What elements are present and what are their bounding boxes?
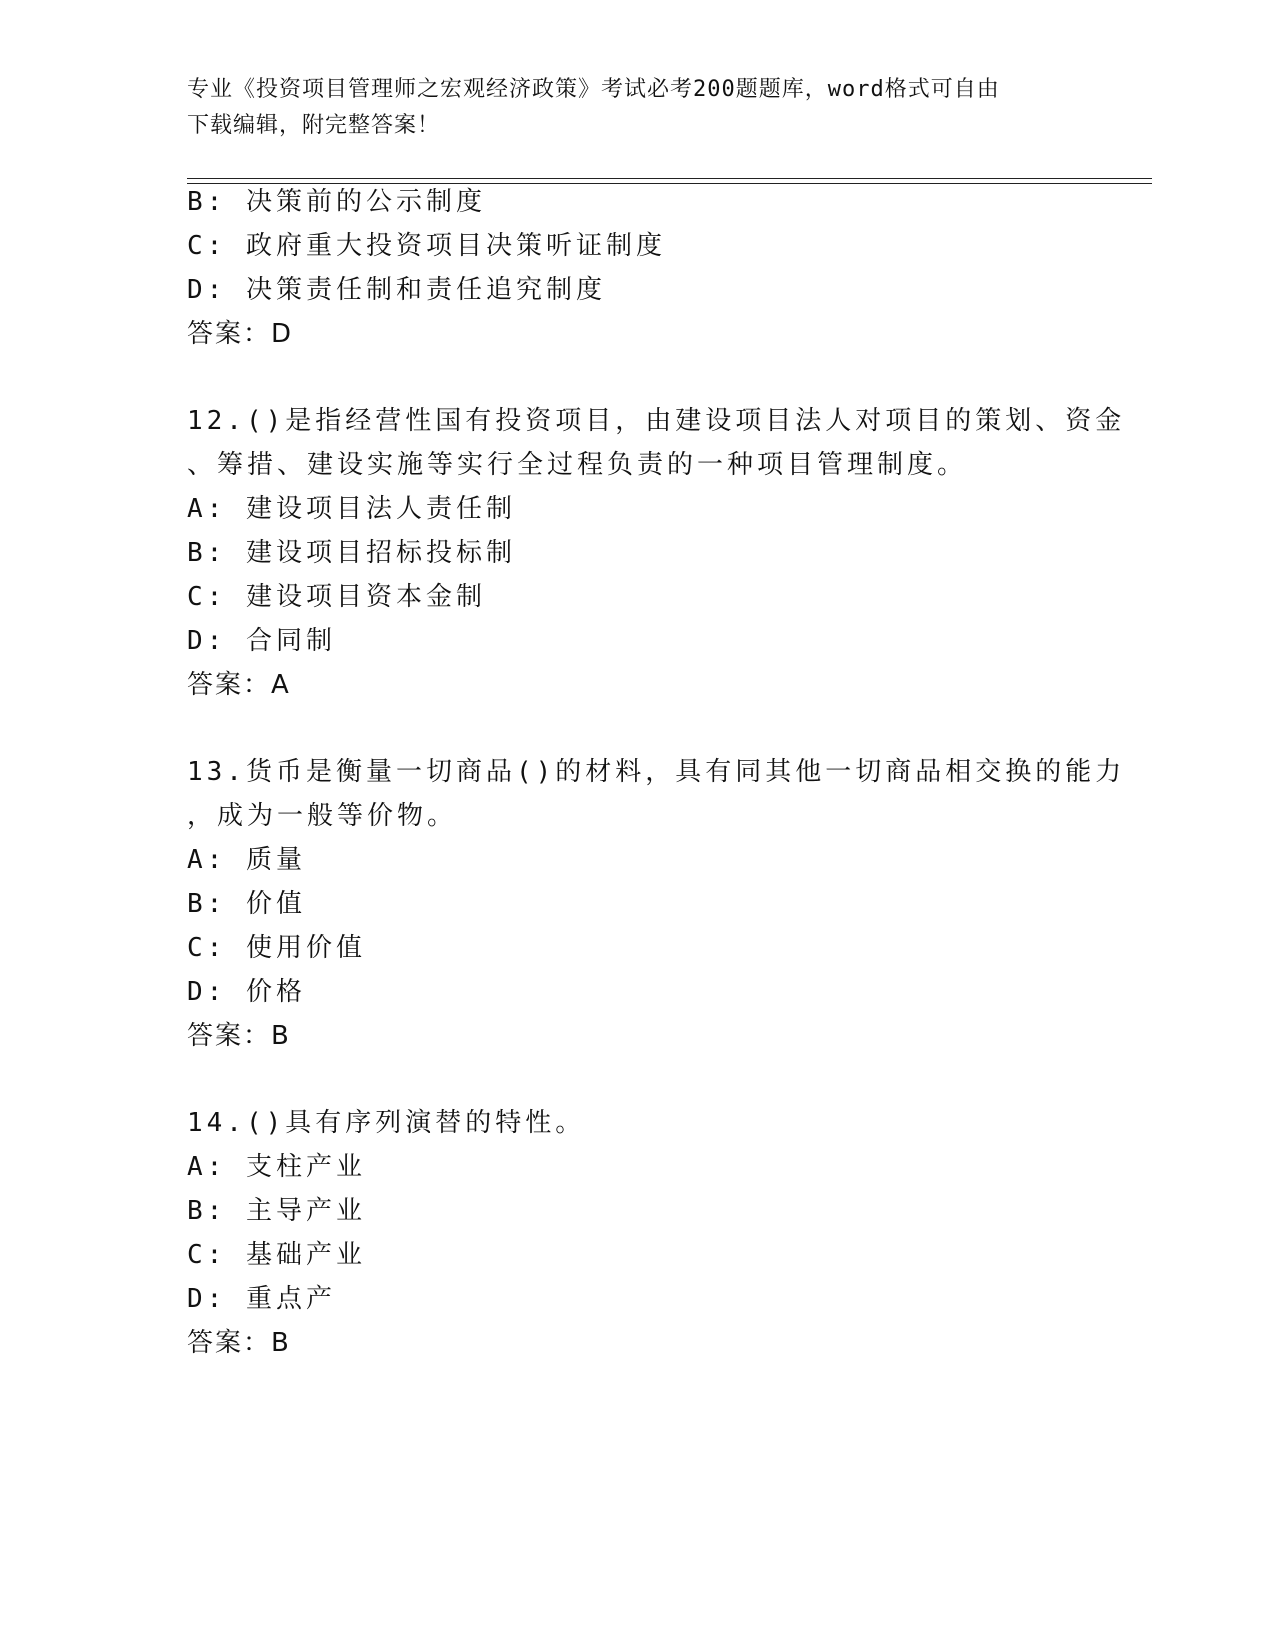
question-14-stem-line-1: 14.()具有序列演替的特性。 bbox=[187, 1108, 586, 1138]
question-14-answer: 答案：B bbox=[187, 1328, 291, 1358]
option-c: C: 政府重大投资项目决策听证制度 bbox=[187, 231, 666, 261]
question-13-option-a: A: 质量 bbox=[187, 845, 306, 875]
question-12-answer: 答案：A bbox=[187, 670, 291, 700]
question-12-option-a: A: 建设项目法人责任制 bbox=[187, 494, 516, 524]
question-12-option-d: D: 合同制 bbox=[187, 626, 336, 656]
question-13-option-d: D: 价格 bbox=[187, 977, 306, 1007]
option-b: B: 决策前的公示制度 bbox=[187, 187, 486, 217]
question-13-answer: 答案：B bbox=[187, 1021, 291, 1051]
question-14-option-b: B: 主导产业 bbox=[187, 1196, 366, 1226]
question-13-option-c: C: 使用价值 bbox=[187, 933, 366, 963]
option-d: D: 决策责任制和责任追究制度 bbox=[187, 275, 606, 305]
question-14-option-c: C: 基础产业 bbox=[187, 1240, 366, 1270]
question-13-stem-line-1: 13.货币是衡量一切商品()的材料，具有同其他一切商品相交换的能力 bbox=[187, 757, 1126, 787]
question-12-option-c: C: 建设项目资本金制 bbox=[187, 582, 486, 612]
header-line-1: 专业《投资项目管理师之宏观经济政策》考试必考200题题库，word格式可自由 bbox=[187, 77, 1000, 102]
question-12-stem-line-1: 12.()是指经营性国有投资项目，由建设项目法人对项目的策划、资金 bbox=[187, 406, 1126, 436]
question-13-option-b: B: 价值 bbox=[187, 889, 306, 919]
header-line-2: 下载编辑，附完整答案！ bbox=[187, 113, 441, 138]
answer-line: 答案：D bbox=[187, 319, 294, 349]
question-12-stem-line-2: 、筹措、建设实施等实行全过程负责的一种项目管理制度。 bbox=[187, 450, 968, 480]
header-divider-top bbox=[187, 178, 1152, 179]
question-13-stem-line-2: ，成为一般等价物。 bbox=[187, 801, 458, 831]
question-12-option-b: B: 建设项目招标投标制 bbox=[187, 538, 516, 568]
question-14-option-d: D: 重点产 bbox=[187, 1284, 336, 1314]
question-14-option-a: A: 支柱产业 bbox=[187, 1152, 366, 1182]
header-divider-bottom bbox=[187, 183, 1152, 184]
document-header bbox=[187, 72, 1087, 144]
